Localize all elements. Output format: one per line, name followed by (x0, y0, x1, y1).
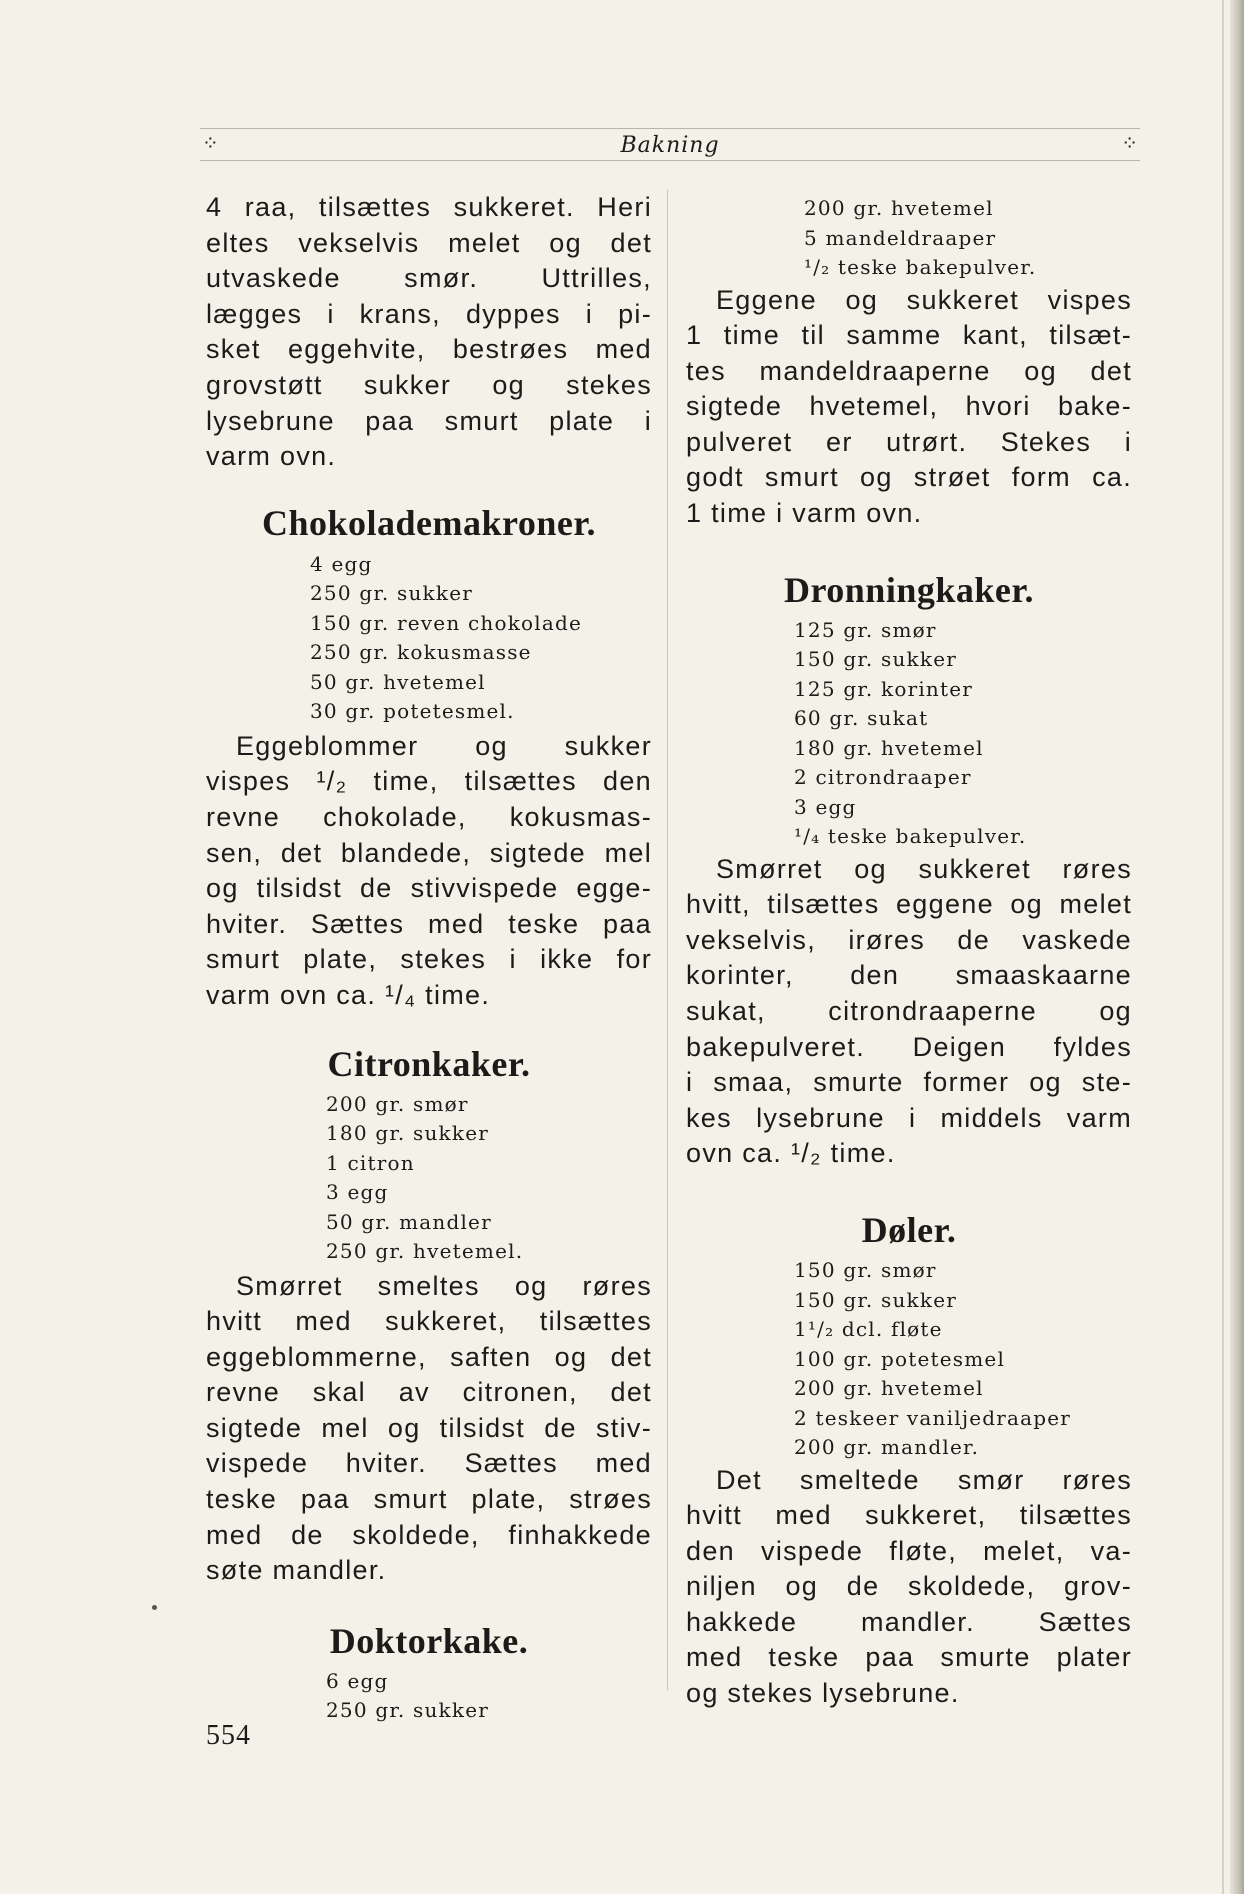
text-line: bakepulveret. Deigen fyldes (686, 1031, 1132, 1062)
text-line: Eggeblommer og sukker (236, 730, 652, 761)
text-line: varm ovn. (206, 441, 337, 472)
ingredient: 180 gr. sukker (326, 1121, 489, 1145)
print-speck (152, 1605, 157, 1610)
text-line: teske paa smurt plate, strøes (206, 1484, 652, 1515)
text-line: Eggene og sukkeret vispes (716, 284, 1132, 315)
recipe-text (206, 190, 652, 475)
text-line: hvitt med sukkeret, tilsættes (686, 1500, 1132, 1531)
running-header (200, 128, 1140, 160)
ingredient: 2 teskeer vaniljedraaper (794, 1405, 1072, 1430)
ingredient: 200 gr. hvetemel (804, 196, 994, 220)
text-line: korinter, den smaaskaarne (686, 960, 1132, 991)
page-edge-shadow (1222, 0, 1224, 1894)
recipe-text (686, 283, 1132, 532)
text-line: pulveret er utrørt. Stekes i (686, 426, 1132, 457)
text-line: grovstøtt sukker og stekes (206, 369, 652, 400)
ornament-icon: ⁘ (1121, 133, 1138, 155)
ingredient: 250 gr. sukker (326, 1698, 489, 1723)
ingredient: 5 mandeldraaper (804, 225, 997, 250)
recipe-title: Citronkaker. (327, 1043, 531, 1084)
page-edge (1230, 0, 1244, 1894)
ingredient: 125 gr. korinter (794, 676, 974, 701)
text-line: hviter. Sættes med teske paa (206, 908, 652, 939)
ingredient: 150 gr. smør (794, 1258, 937, 1282)
ingredient: 60 gr. sukat (794, 706, 929, 731)
ingredient: 150 gr. reven chokolade (310, 610, 583, 635)
text-line: Smørret og sukkeret røres (716, 853, 1132, 884)
text-line: og tilsidst de stivvispede egge- (206, 873, 652, 904)
ingredient: 125 gr. smør (794, 617, 937, 642)
text-line: eltes vekselvis melet og det (206, 227, 652, 258)
text-line: niljen og de skoldede, grov- (686, 1571, 1132, 1602)
recipe-text (206, 1269, 652, 1589)
recipe-title: Doktorkake. (329, 1620, 529, 1661)
text-line: godt smurt og strøet form ca. (686, 462, 1132, 493)
text-line: sigtede hvetemel, hvori bake- (686, 391, 1132, 422)
ingredient: 150 gr. sukker (794, 1287, 957, 1312)
ingredient: 200 gr. hvetemel (794, 1376, 984, 1400)
header-rule-bottom (200, 160, 1140, 161)
text-line: varm ovn ca. ¹/₄ time. (206, 979, 491, 1010)
ingredient: 3 egg (326, 1180, 389, 1204)
recipe-text (206, 729, 652, 1014)
text-line: hakkede mandler. Sættes (686, 1606, 1132, 1637)
recipe-text (686, 852, 1132, 1172)
ingredient: 100 gr. potetesmel (794, 1346, 1006, 1371)
text-line: sukat, citrondraaperne og (686, 996, 1132, 1027)
text-line: vispes ¹/₂ time, tilsættes den (206, 766, 652, 797)
ingredient: 6 egg (326, 1668, 389, 1693)
text-line: sigtede mel og tilsidst de stiv- (206, 1412, 652, 1443)
text-line: sket eggehvite, bestrøes med (206, 334, 652, 365)
text-line: utvaskede smør. Uttrilles, (206, 263, 652, 294)
ornament-icon: ⁘ (202, 133, 219, 155)
ingredient: 4 egg (310, 551, 373, 576)
ingredient-list (326, 1090, 652, 1267)
text-line: hvitt, tilsættes eggene og melet (686, 889, 1132, 920)
ingredient-list (804, 194, 1132, 283)
text-line: tes mandeldraaperne og det (686, 355, 1132, 386)
recipe-text (686, 1463, 1132, 1712)
ingredient-list (794, 1256, 1132, 1463)
text-line: med de skoldede, finhakkede (206, 1519, 652, 1550)
text-line: revne chokolade, kokusmas- (206, 801, 652, 832)
text-line: med teske paa smurte plater (686, 1642, 1132, 1673)
text-line: eggeblommerne, saften og det (206, 1341, 652, 1372)
recipe-title: Døler. (861, 1210, 957, 1250)
ingredient: 250 gr. kokusmasse (310, 640, 532, 665)
ingredient: 1 citron (326, 1150, 415, 1175)
text-line: lysebrune paa smurt plate i (206, 405, 652, 436)
text-line: og stekes lysebrune. (686, 1678, 960, 1709)
ingredient: 2 citrondraaper (794, 765, 972, 790)
ingredient: 3 egg (794, 794, 857, 819)
right-column (686, 190, 1132, 1712)
text-line: hvitt med sukkeret, tilsættes (206, 1306, 652, 1337)
recipe-title: Chokolademakroner. (261, 502, 597, 543)
text-line: vekselvis, irøres de vaskede (686, 924, 1132, 955)
recipe-title: Dronningkaker. (783, 569, 1035, 610)
ingredient: 200 gr. smør (326, 1091, 469, 1116)
ingredient: 150 gr. sukker (794, 647, 957, 672)
ingredient-list (326, 1667, 652, 1726)
text-line: 1 time til samme kant, tilsæt- (686, 320, 1132, 351)
text-line: ovn ca. ¹/₂ time. (686, 1138, 896, 1169)
text-line: Smørret smeltes og røres (236, 1270, 652, 1301)
running-title: Bakning (620, 133, 720, 158)
ingredient: 250 gr. hvetemel. (326, 1239, 524, 1263)
column-divider (667, 190, 668, 1690)
text-line: sen, det blandede, sigtede mel (206, 837, 652, 868)
text-line: vispede hviter. Sættes med (206, 1448, 652, 1479)
ingredient: 1¹/₂ dcl. fløte (794, 1317, 943, 1341)
ingredient: 30 gr. potetesmel. (310, 699, 515, 724)
ingredient: ¹/₄ teske bakepulver. (794, 824, 1027, 849)
ingredient-list (794, 616, 1132, 852)
text-line: søte mandler. (206, 1555, 387, 1586)
header-rule-top (200, 128, 1140, 129)
text-line: lægges i krans, dyppes i pi- (206, 298, 652, 329)
text-line: 1 time i varm ovn. (686, 498, 923, 529)
text-line: i smaa, smurte former og ste- (686, 1067, 1132, 1098)
text-line: kes lysebrune i middels varm (686, 1102, 1132, 1133)
ingredient: 200 gr. mandler. (794, 1435, 980, 1459)
text-line: Det smeltede smør røres (716, 1464, 1132, 1495)
ingredient: 250 gr. sukker (310, 581, 473, 606)
text-line: den vispede fløte, melet, va- (686, 1535, 1132, 1566)
page-number: 554 (206, 1720, 251, 1751)
ingredient: 50 gr. mandler (326, 1209, 492, 1234)
ingredient-list (310, 550, 652, 727)
ingredient: ¹/₂ teske bakepulver. (804, 255, 1037, 279)
ingredient: 50 gr. hvetemel (310, 669, 486, 694)
left-column (206, 190, 652, 1726)
ingredient: 180 gr. hvetemel (794, 735, 984, 760)
text-line: 4 raa, tilsættes sukkeret. Heri (206, 192, 652, 222)
text-line: smurt plate, stekes i ikke for (206, 944, 652, 975)
text-line: revne skal av citronen, det (206, 1377, 652, 1408)
